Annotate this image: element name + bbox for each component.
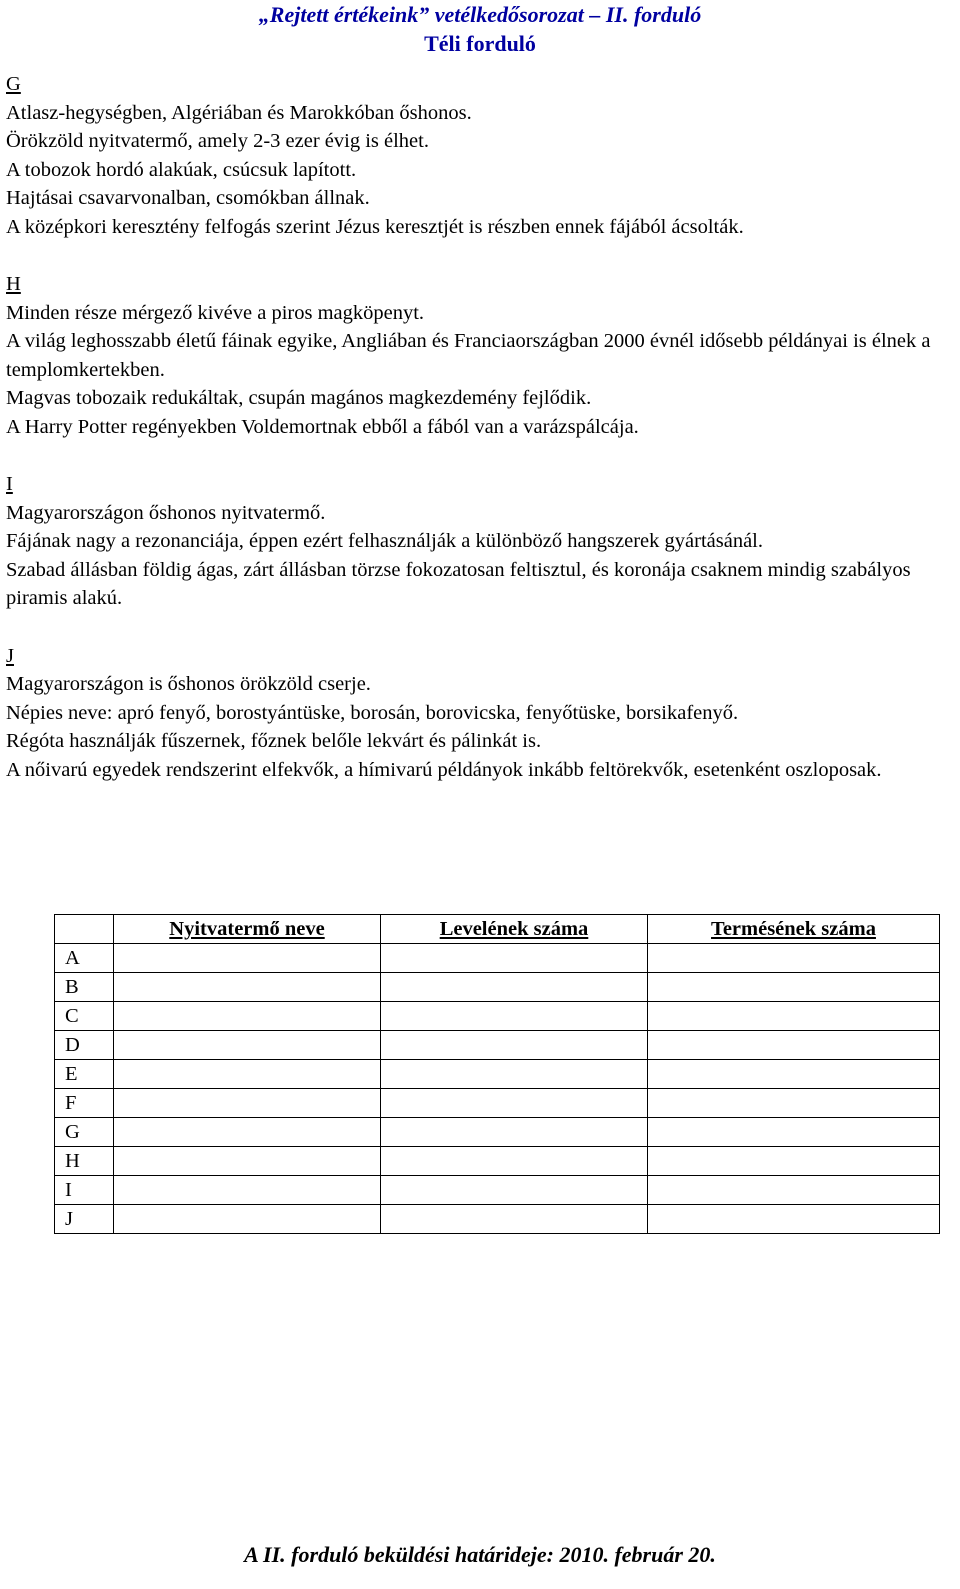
table-row [55,1089,940,1118]
clue-line: A középkori keresztény felfogás szerint Jézus keresztjét is részben ennek fájából ácsolták. [6,215,744,238]
leaf-count-cell[interactable] [381,1089,648,1118]
row-letter: H [55,1147,114,1176]
name-cell[interactable] [114,1176,381,1205]
leaf-count-cell[interactable] [381,1205,648,1234]
row-letter: C [55,1002,114,1031]
name-cell[interactable] [114,1002,381,1031]
leaf-count-cell[interactable] [381,944,648,973]
leaf-count-cell[interactable] [381,1031,648,1060]
column-header [55,915,114,944]
row-letter: G [55,1118,114,1147]
row-letter: E [55,1060,114,1089]
fruit-count-cell[interactable] [648,1089,940,1118]
leaf-count-cell[interactable] [381,973,648,1002]
name-cell[interactable] [114,1205,381,1234]
fruit-count-cell[interactable] [648,1002,940,1031]
section-letter: I [6,473,13,495]
clue-line: Atlasz-hegységben, Algériában és Marokkóban őshonos. [6,101,472,124]
clue-line: Régóta használják fűszernek, főznek belőle lekvárt és pálinkát is. [6,730,542,752]
row-letter: A [55,944,114,973]
fruit-count-cell[interactable] [648,1060,940,1089]
fruit-count-cell[interactable] [648,944,940,973]
section-letter: G [6,73,21,95]
section-h [6,270,956,441]
row-letter: I [55,1176,114,1205]
fruit-count-cell[interactable] [648,1147,940,1176]
section-j [6,642,956,785]
row-letter: J [55,1205,114,1234]
name-cell[interactable] [114,1060,381,1089]
leaf-count-cell[interactable] [381,1060,648,1089]
name-cell[interactable] [114,1147,381,1176]
leaf-count-cell[interactable] [381,1002,648,1031]
table-row [55,1031,940,1060]
section-g [6,70,956,241]
section-letter: H [6,273,21,295]
clue-line: Hajtásai csavarvonalban, csomókban állnak. [6,187,370,209]
name-cell[interactable] [114,1089,381,1118]
clue-line: Magyarországon is őshonos örökzöld cserje. [6,673,371,695]
clue-line: Népies neve: apró fenyő, borostyántüske, borosán, borovicska, fenyőtüske, borsikafenyő. [6,701,739,724]
leaf-count-cell[interactable] [381,1118,648,1147]
clue-line: Minden része mérgező kivéve a piros magköpenyt. [6,301,425,324]
answer-table [54,914,940,1234]
table-row [55,1147,940,1176]
page-subtitle: Téli forduló [424,31,536,56]
clue-line: Szabad állásban földig ágas, zárt állásban törzse fokozatosan feltisztul, és koronája csaknem mindig szabályos piramis alakú. [6,558,911,609]
clue-line: A tobozok hordó alakúak, csúcsuk lapított. [6,158,357,181]
submission-deadline: A II. forduló beküldési határideje: 2010. február 20. [244,1542,716,1567]
column-header-leaf-count: Levelének száma [381,915,648,944]
fruit-count-cell[interactable] [648,1205,940,1234]
row-letter: F [55,1089,114,1118]
row-letter: B [55,973,114,1002]
name-cell[interactable] [114,973,381,1002]
section-letter: J [6,644,14,667]
table-row [55,1002,940,1031]
column-header-fruit-count: Termésének száma [648,915,940,944]
table-header-row [55,915,940,944]
clue-line: Fájának nagy a rezonanciája, éppen ezért felhasználják a különböző hangszerek gyártásánál. [6,530,763,552]
fruit-count-cell[interactable] [648,973,940,1002]
name-cell[interactable] [114,1031,381,1060]
clue-line: Örökzöld nyitvatermő, amely 2-3 ezer évig is élhet. [6,130,429,152]
fruit-count-cell[interactable] [648,1176,940,1205]
column-header-name: Nyitvatermő neve [114,915,381,944]
leaf-count-cell[interactable] [381,1147,648,1176]
table-row [55,1176,940,1205]
table-row [55,1118,940,1147]
clue-line: A nőivarú egyedek rendszerint elfekvők, a hímivarú példányok inkább feltörekvők, esetenként oszloposak. [6,758,882,781]
riddle-content [6,70,956,813]
fruit-count-cell[interactable] [648,1118,940,1147]
row-letter: D [55,1031,114,1060]
section-i [6,470,956,613]
leaf-count-cell[interactable] [381,1176,648,1205]
table-row [55,1060,940,1089]
clue-line: A világ leghosszabb életű fáinak egyike, Angliában és Franciaországban 2000 évnél idősebb példányai is élnek a templomkertekben. [6,330,931,381]
name-cell[interactable] [114,1118,381,1147]
name-cell[interactable] [114,944,381,973]
table-row [55,973,940,1002]
page-title: „Rejtett értékeink” vetélkedősorozat – II. forduló [258,2,702,27]
clue-line: A Harry Potter regényekben Voldemortnak ebből a fából van a varázspálcája. [6,415,639,438]
table-row [55,1205,940,1234]
clue-line: Magvas tobozaik redukáltak, csupán magános magkezdemény fejlődik. [6,387,592,409]
clue-line: Magyarországon őshonos nyitvatermő. [6,501,326,524]
page-header [0,0,960,58]
table-row [55,944,940,973]
fruit-count-cell[interactable] [648,1031,940,1060]
